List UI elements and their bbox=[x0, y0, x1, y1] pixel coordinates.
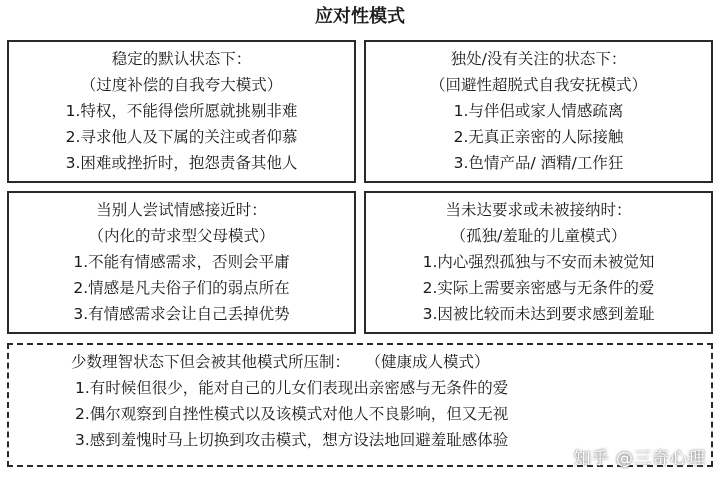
box-item: 3.有情感需求会让自己丢掉优势 bbox=[73, 305, 290, 323]
box-item: 3.色情产品/ 酒精/工作狂 bbox=[453, 154, 624, 172]
box-demanding-parent bbox=[7, 191, 356, 334]
box-subheading: （回避性超脱式自我安抚模式） bbox=[429, 76, 647, 94]
box-heading: 少数理智状态下但会被其他模式所压制： （健康成人模式） bbox=[71, 353, 490, 371]
box-subheading: （过度补偿的自我夸大模式） bbox=[80, 76, 283, 94]
box-item: 2.实际上需要亲密感与无条件的爱 bbox=[422, 279, 655, 297]
box-self-aggrandizer bbox=[7, 40, 356, 183]
box-subheading: （孤独/羞耻的儿童模式） bbox=[450, 227, 627, 245]
box-item: 1.有时候但很少，能对自己的儿女们表现出亲密感与无条件的爱 bbox=[75, 379, 509, 397]
box-item: 2.寻求他人及下属的关注或者仰慕 bbox=[65, 128, 298, 146]
box-lonely-child bbox=[364, 191, 713, 334]
box-heading: 当别人尝试情感接近时： bbox=[96, 201, 267, 219]
box-item: 1.不能有情感需求，否则会平庸 bbox=[73, 253, 290, 271]
box-item: 1.特权，不能得偿所愿就挑剔非难 bbox=[65, 102, 298, 120]
box-item: 3.感到羞愧时马上切换到攻击模式，想方设法地回避羞耻感体验 bbox=[75, 431, 509, 449]
box-heading: 独处/没有关注的状态下： bbox=[450, 50, 627, 68]
box-heading: 当未达要求或未被接纳时： bbox=[445, 201, 632, 219]
box-item: 2.情感是凡夫俗子们的弱点所在 bbox=[73, 279, 290, 297]
box-item: 2.无真正亲密的人际接触 bbox=[453, 128, 624, 146]
watermark: 知乎 @三奇心理 bbox=[573, 449, 706, 469]
box-item: 2.偶尔观察到自挫性模式以及该模式对他人不良影响，但又无视 bbox=[75, 405, 509, 423]
box-item: 3.困难或挫折时，抱怨责备其他人 bbox=[65, 154, 298, 172]
box-item: 3.因被比较而未达到要求感到羞耻 bbox=[422, 305, 655, 323]
box-heading: 稳定的默认状态下： bbox=[111, 50, 252, 68]
box-detached-self-soother bbox=[364, 40, 713, 183]
box-item: 1.与伴侣或家人情感疏离 bbox=[453, 102, 624, 120]
box-subheading: （内化的苛求型父母模式） bbox=[88, 227, 275, 245]
box-item: 1.内心强烈孤独与不安而未被觉知 bbox=[422, 253, 655, 271]
diagram-title: 应对性模式 bbox=[315, 6, 405, 27]
